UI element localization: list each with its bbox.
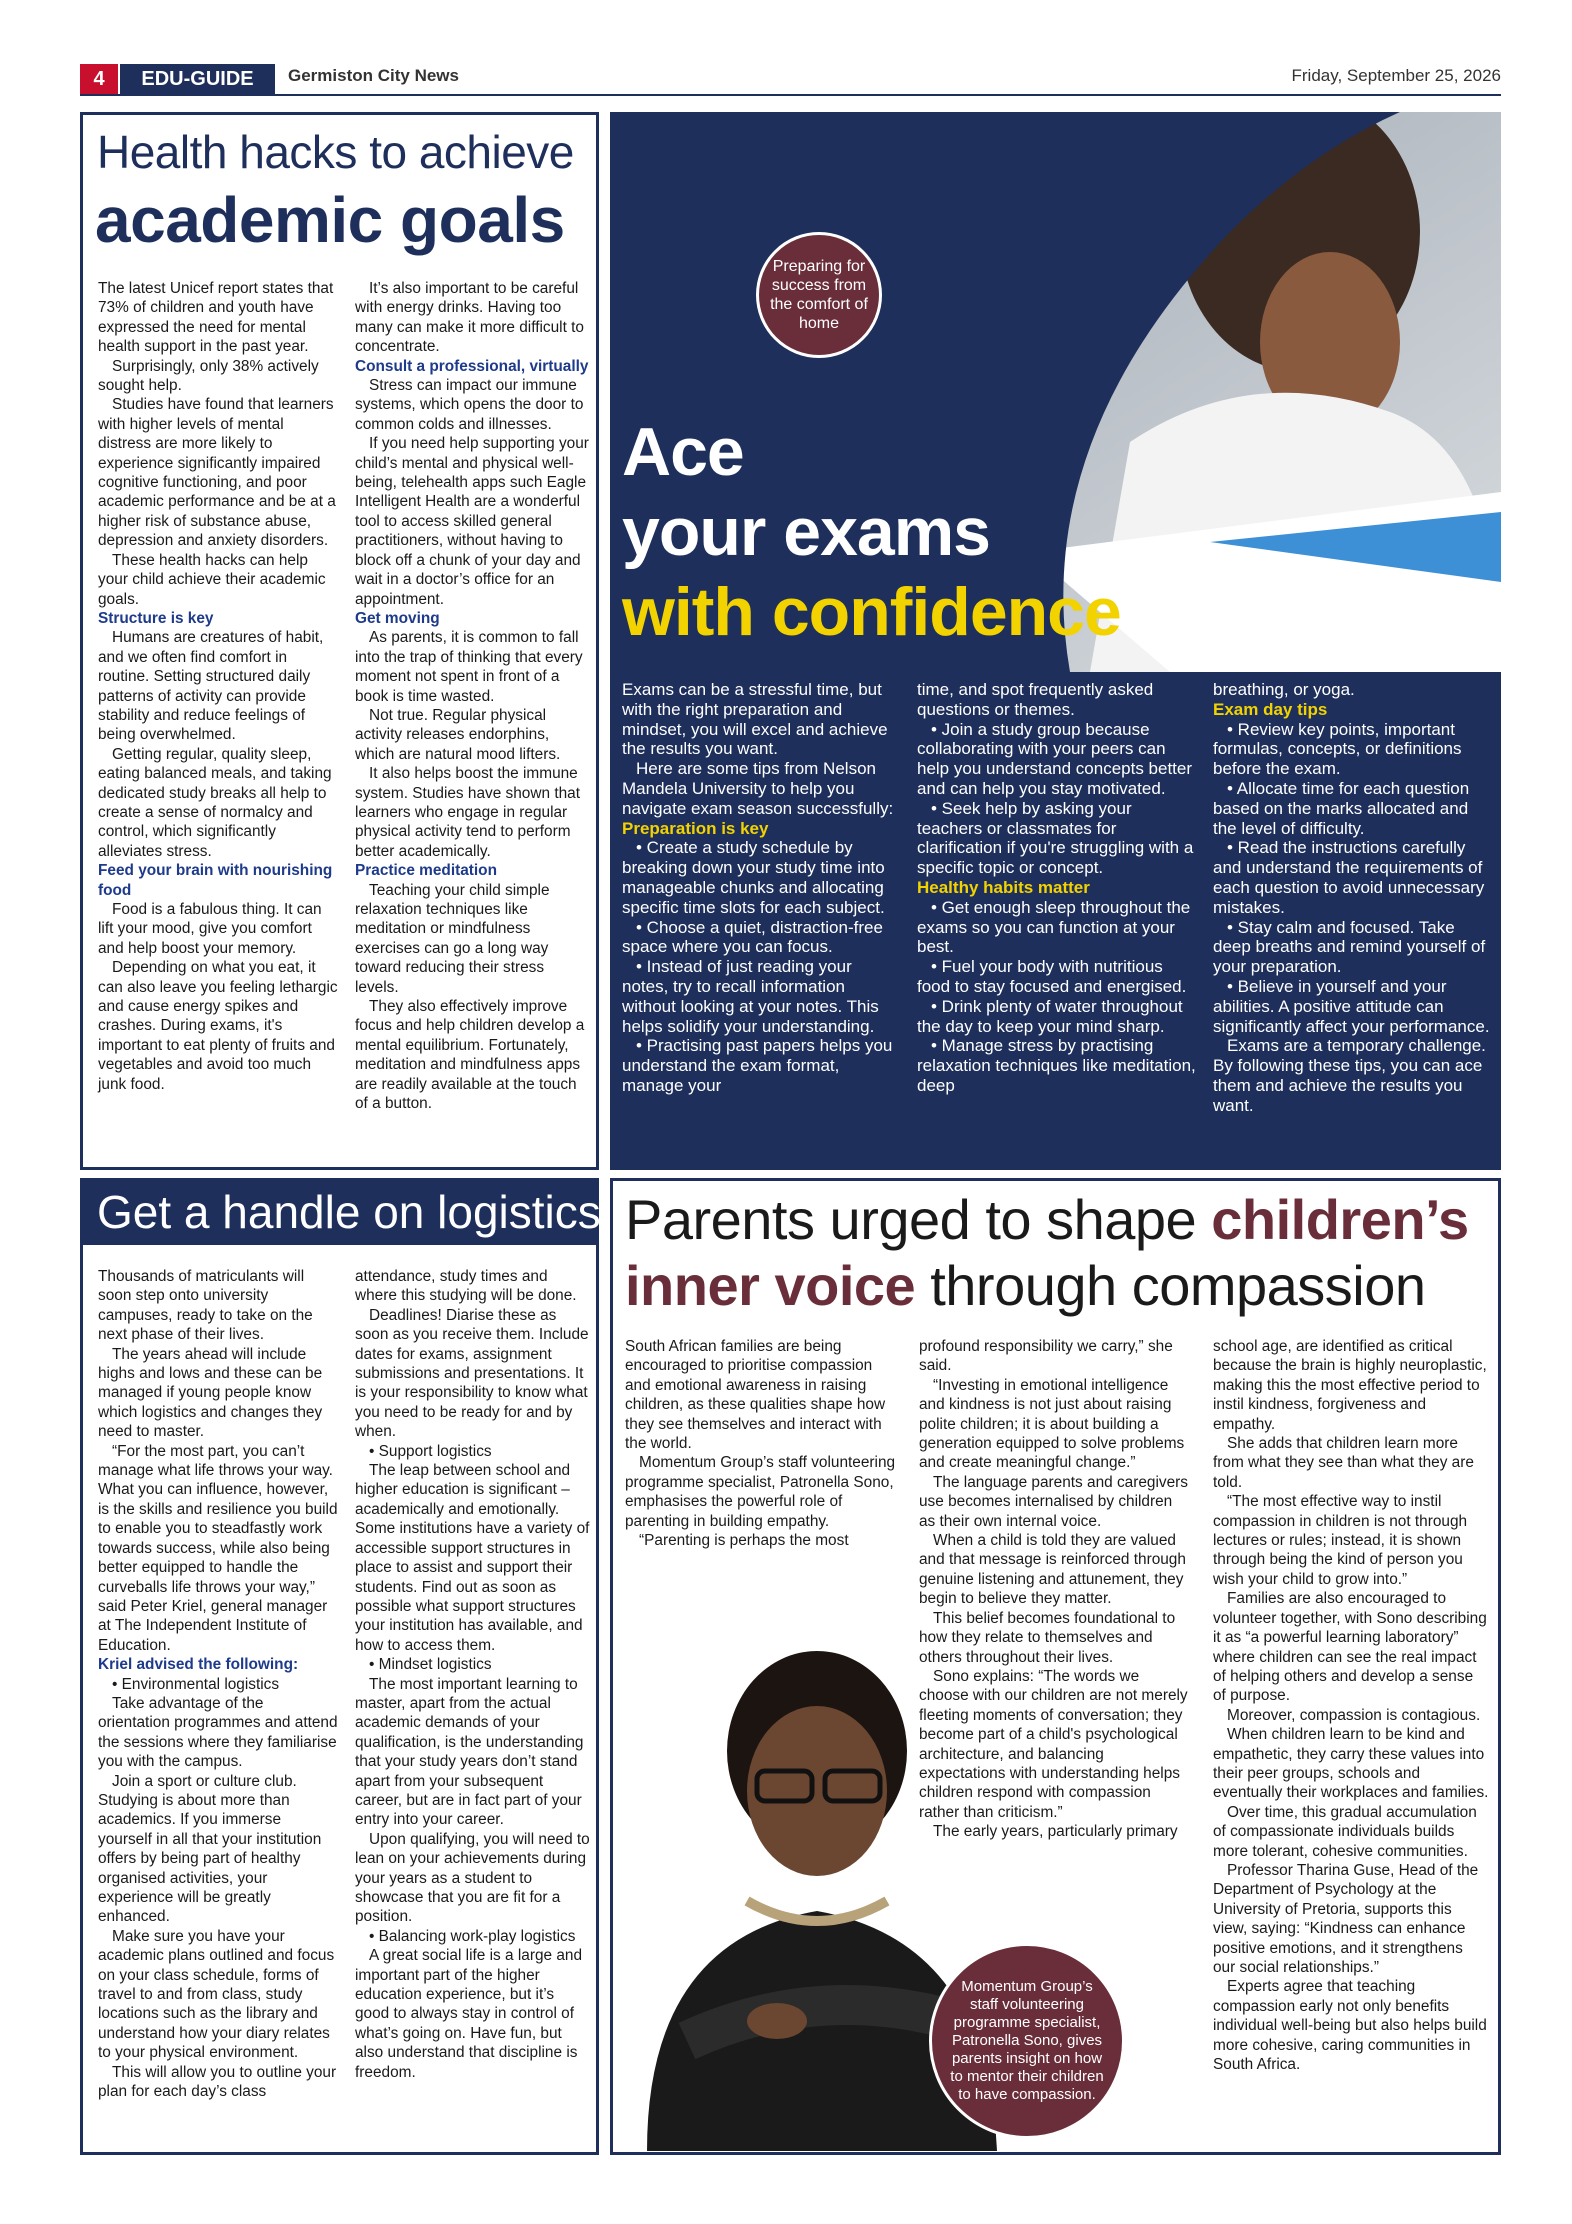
paragraph: Surprisingly, only 38% actively sought help. bbox=[98, 357, 319, 395]
ace-title-line2: your exams bbox=[622, 494, 990, 570]
logistics-title-bar bbox=[83, 1181, 601, 1245]
subheading: Practice meditation bbox=[355, 862, 497, 880]
section-label: EDU-GUIDE bbox=[120, 64, 275, 94]
paragraph: South African families are being encouraged to prioritise compassion and emotional awareness in raising children, as these qualities shape how they see themselves and interact with the world. bbox=[625, 1338, 886, 1453]
health-col-1 bbox=[98, 279, 338, 1094]
subheading: Preparation is key bbox=[622, 818, 769, 838]
paragraph: “Investing in emotional intelligence and kindness is not just about raising polite children; it is about building a generation equipped to solve problems and create meaningful change.” bbox=[919, 1376, 1185, 1472]
health-title-line1: Health hacks to achieve bbox=[97, 126, 574, 178]
paragraph: When a child is told they are valued and that message is reinforced through genuine listening and attunement, they begin to believe they matter. bbox=[919, 1532, 1186, 1608]
paragraph: breathing, or yoga. bbox=[1213, 680, 1355, 699]
paragraph: Exams can be a stressful time, but with the right preparation and mindset, you will excel and achieve the results you want. bbox=[622, 680, 888, 759]
paragraph: She adds that children learn more from what they see than what they are told. bbox=[1213, 1435, 1474, 1491]
paragraph: The language parents and caregivers use becomes internalised by children as their own internal voice. bbox=[919, 1473, 1188, 1530]
sono-caption-badge: Momentum Group’s staff volunteering programme specialist, Patronella Sono, gives parents insight on how to mentor their children to have compassion. bbox=[929, 1943, 1125, 2139]
paragraph: Humans are creatures of habit, and we often find comfort in routine. Setting structured daily patterns of activity can provide stability and reduce feelings of being overwhelmed. bbox=[98, 629, 324, 744]
paragraph: The most important learning to master, apart from the actual academic demands of your qualification, is the understanding that your study years don’t stand apart from your subsequent career, but are in fact part of your entry into your career. bbox=[355, 1675, 584, 1829]
paragraph: • Seek help by asking your teachers or classmates for clarification if you're struggling with a specific topic or concept. bbox=[917, 798, 1194, 878]
paragraph: These health hacks can help your child achieve their academic goals. bbox=[98, 551, 326, 608]
paragraph: • Review key points, important formulas, concepts, or definitions before the exam. bbox=[1213, 719, 1462, 779]
parents-title-c: inner voice bbox=[625, 1254, 916, 1317]
paragraph: Here are some tips from Nelson Mandela University to help you navigate exam season successfully: bbox=[622, 759, 894, 818]
paragraph: It also helps boost the immune system. Studies have shown that learners who engage in regular physical activity tend to perform better academically. bbox=[355, 765, 580, 860]
paragraph: school age, are identified as critical because the brain is highly neuroplastic, making this the most effective period to instil kindness, forgiveness and empathy. bbox=[1213, 1338, 1487, 1433]
paragraph: “The most effective way to instil compassion in children is not through lectures or rules; instead, it is shown through being the kind of person you wish your child to grow into.” bbox=[1213, 1493, 1468, 1588]
paragraph: Exams are a temporary challenge. By following these tips, you can ace them and achieve the results you want. bbox=[1213, 1036, 1486, 1115]
paragraph: Teaching your child simple relaxation techniques like meditation or mindfulness exercises can go a long way toward reducing their stress levels. bbox=[355, 881, 550, 996]
paragraph: • Support logistics bbox=[369, 1442, 492, 1460]
ace-title-line1: Ace bbox=[622, 414, 744, 490]
paragraph: • Practising past papers helps you understand the exam format, manage your bbox=[622, 1036, 893, 1095]
paragraph: profound responsibility we carry,” she said. bbox=[919, 1338, 1173, 1375]
paragraph: • Stay calm and focused. Take deep breaths and remind yourself of your preparation. bbox=[1213, 917, 1486, 977]
parents-col-2 bbox=[919, 1337, 1191, 1842]
header-rule bbox=[80, 94, 1501, 96]
paragraph: The leap between school and higher education is significant – academically and emotionally. Some institutions have a variety of accessible support structures in place to assist and support their students. Find out as soon as possible what support structures your institution has available, and how to access them. bbox=[355, 1462, 590, 1654]
subheading: Get moving bbox=[355, 609, 440, 627]
paragraph: Getting regular, quality sleep, eating balanced meals, and taking dedicated study breaks all help to create a sense of normalcy and control, which significantly alleviates stress. bbox=[98, 745, 332, 860]
paragraph: Professor Tharina Guse, Head of the Department of Psychology at the University of Pretoria, supports this view, saying: “Kindness can enhance positive emotions, and it strengthens our social relationships.” bbox=[1213, 1861, 1479, 1976]
paragraph: Make sure you have your academic plans outlined and focus on your class schedule, forms of travel to and from class, study locations such as the library and understand how your diary relates to your physical environment. bbox=[98, 1927, 335, 2062]
logistics-article bbox=[80, 1178, 599, 2155]
paragraph: Experts agree that teaching compassion early not only benefits individual well-being but also helps build more cohesive, caring communities in South Africa. bbox=[1213, 1978, 1487, 2074]
paragraph: Depending on what you eat, it can also leave you feeling lethargic and cause energy spikes and crashes. During exams, it's important to eat plenty of fruits and vegetables and avoid too much junk food. bbox=[98, 959, 338, 1093]
paragraph: Families are also encouraged to volunteer together, with Sono describing it as “a powerful learning laboratory” where children can see the real impact of helping others and develop a sense of purpose. bbox=[1213, 1590, 1487, 1705]
health-title-line2: academic goals bbox=[95, 184, 565, 256]
page-number: 4 bbox=[80, 64, 118, 94]
parents-col-1 bbox=[625, 1337, 897, 1550]
ace-title bbox=[622, 412, 1121, 652]
paragraph: • Join a study group because collaborating with your peers can help you understand concepts better and can help you stay motivated. bbox=[917, 719, 1193, 798]
paragraph: Join a sport or culture club. Studying is about more than academics. If you immerse yourself in all that your institution offers by being part of healthy organised activities, your experience will be greatly enhanced. bbox=[98, 1772, 322, 1926]
paragraph: “For the most part, you can’t manage what life throws your way. What you can influence, however, is the skills and resilience you build to enable you to steadfastly work towards success, while also being better equipped to handle the curveballs life throws your way,” said Peter Kriel, general manager at The Independent Institute of Education. bbox=[98, 1442, 338, 1654]
subheading: Structure is key bbox=[98, 609, 214, 627]
paragraph: • Allocate time for each question based on the marks allocated and the level of difficulty. bbox=[1213, 778, 1470, 838]
parents-title-a: Parents urged to shape bbox=[625, 1188, 1212, 1251]
paragraph: time, and spot frequently asked questions or themes. bbox=[917, 680, 1154, 719]
ace-col-3 bbox=[1213, 680, 1491, 1116]
paragraph: attendance, study times and where this studying will be done. bbox=[355, 1268, 577, 1305]
subheading: Consult a professional, virtually bbox=[355, 357, 589, 375]
paragraph: Deadlines! Diarise these as soon as you receive them. Include dates for exams, assignment submissions and presentations. It is your responsibility to know what you need to be ready for and by when. bbox=[355, 1306, 589, 1441]
logistics-col-2 bbox=[355, 1267, 590, 2082]
paragraph: • Instead of just reading your notes, try to recall information without looking at your notes. This helps solidify your understanding. bbox=[622, 957, 879, 1036]
subheading: Feed your brain with nourishing food bbox=[98, 862, 333, 899]
paragraph: If you need help supporting your child’s mental and physical well-being, telehealth apps such Eagle Intelligent Health are a wonderful tool to access skilled general practitioners, without having to block off a chunk of your day and wait in a doctor’s office for an appointment. bbox=[355, 435, 589, 608]
paragraph: The early years, particularly primary bbox=[933, 1823, 1178, 1841]
paragraph: Sono explains: “The words we choose with our children are not merely fleeting moments of conversation; they become part of a child's psychological architecture, and balancing expectations with understanding helps children respond with compassion rather than criticism.” bbox=[919, 1667, 1188, 1821]
paragraph: Stress can impact our immune systems, which opens the door to common colds and illnesses. bbox=[355, 377, 584, 433]
parents-title-d: through compassion bbox=[915, 1254, 1426, 1317]
paragraph: Momentum Group’s staff volunteering programme specialist, Patronella Sono, emphasises the powerful role of parenting in building empathy. bbox=[625, 1454, 896, 1530]
paragraph: • Environmental logistics bbox=[112, 1675, 280, 1693]
paragraph: It’s also important to be careful with energy drinks. Having too many can make it more difficult to concentrate. bbox=[355, 280, 584, 356]
paragraph: • Balancing work-play logistics bbox=[369, 1927, 576, 1945]
paragraph: Food is a fabulous thing. It can lift your mood, give you comfort and help boost your memory. bbox=[98, 901, 322, 957]
health-article bbox=[80, 112, 599, 1170]
paragraph: As parents, it is common to fall into the trap of thinking that every moment not spent in front of a book is time wasted. bbox=[355, 629, 583, 705]
paragraph: • Choose a quiet, distraction-free space where you can focus. bbox=[622, 917, 883, 957]
paragraph: Take advantage of the orientation programmes and attend the sessions where they familiarise you with the campus. bbox=[98, 1694, 338, 1771]
parents-article bbox=[610, 1178, 1501, 2155]
logistics-col-1 bbox=[98, 1267, 338, 2101]
newspaper-name: Germiston City News bbox=[288, 66, 459, 85]
paragraph: Moreover, compassion is contagious. bbox=[1227, 1706, 1481, 1724]
ace-col-1 bbox=[622, 680, 900, 1096]
paragraph: Thousands of matriculants will soon step onto university campuses, ready to take on the next phase of their lives. bbox=[98, 1268, 313, 1344]
paragraph: A great social life is a large and important part of the higher education experience, but it’s good to always stay in control of what’s going on. Have fun, but also understand that discipline is freedom. bbox=[355, 1947, 583, 2081]
subheading: Exam day tips bbox=[1213, 699, 1328, 719]
paragraph: The latest Unicef report states that 73% of children and youth have expressed the need for mental health support in the past year. bbox=[98, 280, 334, 356]
ace-title-line3: with confidence bbox=[622, 574, 1121, 650]
paragraph: They also effectively improve focus and help children develop a mental equilibrium. Fortunately, meditation and mindfulness apps are readily available at the touch of a button. bbox=[355, 998, 585, 1113]
logistics-title: Get a handle on logistics bbox=[97, 1186, 601, 1238]
paragraph: • Manage stress by practising relaxation techniques like meditation, deep bbox=[917, 1036, 1196, 1095]
issue-date: Friday, September 25, 2026 bbox=[1291, 66, 1501, 85]
paragraph: The years ahead will include highs and lows and these can be managed if young people know which logistics and changes they need to master. bbox=[98, 1345, 323, 1441]
ace-article bbox=[610, 112, 1501, 1170]
paragraph: When children learn to be kind and empathetic, they carry these values into their peer groups, schools and eventually their workplaces and families. bbox=[1213, 1726, 1489, 1802]
paragraph: This belief becomes foundational to how they relate to themselves and others throughout their lives. bbox=[919, 1609, 1176, 1666]
paragraph: • Create a study schedule by breaking down your study time into manageable chunks and allocating specific time slots for each subject. bbox=[622, 838, 885, 917]
paragraph: • Read the instructions carefully and understand the requirements of each question to avoid unnecessary mistakes. bbox=[1213, 838, 1485, 917]
paragraph: Over time, this gradual accumulation of compassionate individuals builds more tolerant, cohesive communities. bbox=[1213, 1803, 1477, 1860]
paragraph: This will allow you to outline your plan for each day’s class bbox=[98, 2063, 337, 2101]
paragraph: • Mindset logistics bbox=[369, 1656, 492, 1674]
paragraph: Not true. Regular physical activity releases endorphins, which are natural mood lifters. bbox=[355, 706, 561, 763]
paragraph: “Parenting is perhaps the most bbox=[639, 1532, 849, 1550]
subheading: Kriel advised the following: bbox=[98, 1656, 299, 1674]
parents-title-b: children’s bbox=[1211, 1188, 1469, 1251]
photo-caption-badge: Preparing for success from the comfort of home bbox=[756, 232, 882, 358]
paragraph: Upon qualifying, you will need to lean on your achievements during your years as a student to showcase that you are fit for a position. bbox=[355, 1830, 590, 1926]
paragraph: • Fuel your body with nutritious food to stay focused and energised. bbox=[917, 957, 1187, 996]
subheading: Healthy habits matter bbox=[917, 877, 1090, 897]
paragraph: • Drink plenty of water throughout the day to keep your mind sharp. bbox=[917, 996, 1183, 1036]
paragraph: • Get enough sleep throughout the exams so you can function at your best. bbox=[917, 897, 1191, 957]
parents-title bbox=[625, 1187, 1495, 1319]
parents-col-3 bbox=[1213, 1337, 1489, 2074]
paragraph: Studies have found that learners with higher levels of mental distress are more likely to experience significantly impaired cognitive functioning, and poor academic performance and be at a higher risk of substance abuse, depression and anxiety disorders. bbox=[98, 396, 336, 550]
paragraph: • Believe in yourself and your abilities. A positive attitude can significantly affect your performance. bbox=[1213, 976, 1490, 1036]
ace-col-2 bbox=[917, 680, 1197, 1096]
health-col-2 bbox=[355, 279, 590, 1113]
